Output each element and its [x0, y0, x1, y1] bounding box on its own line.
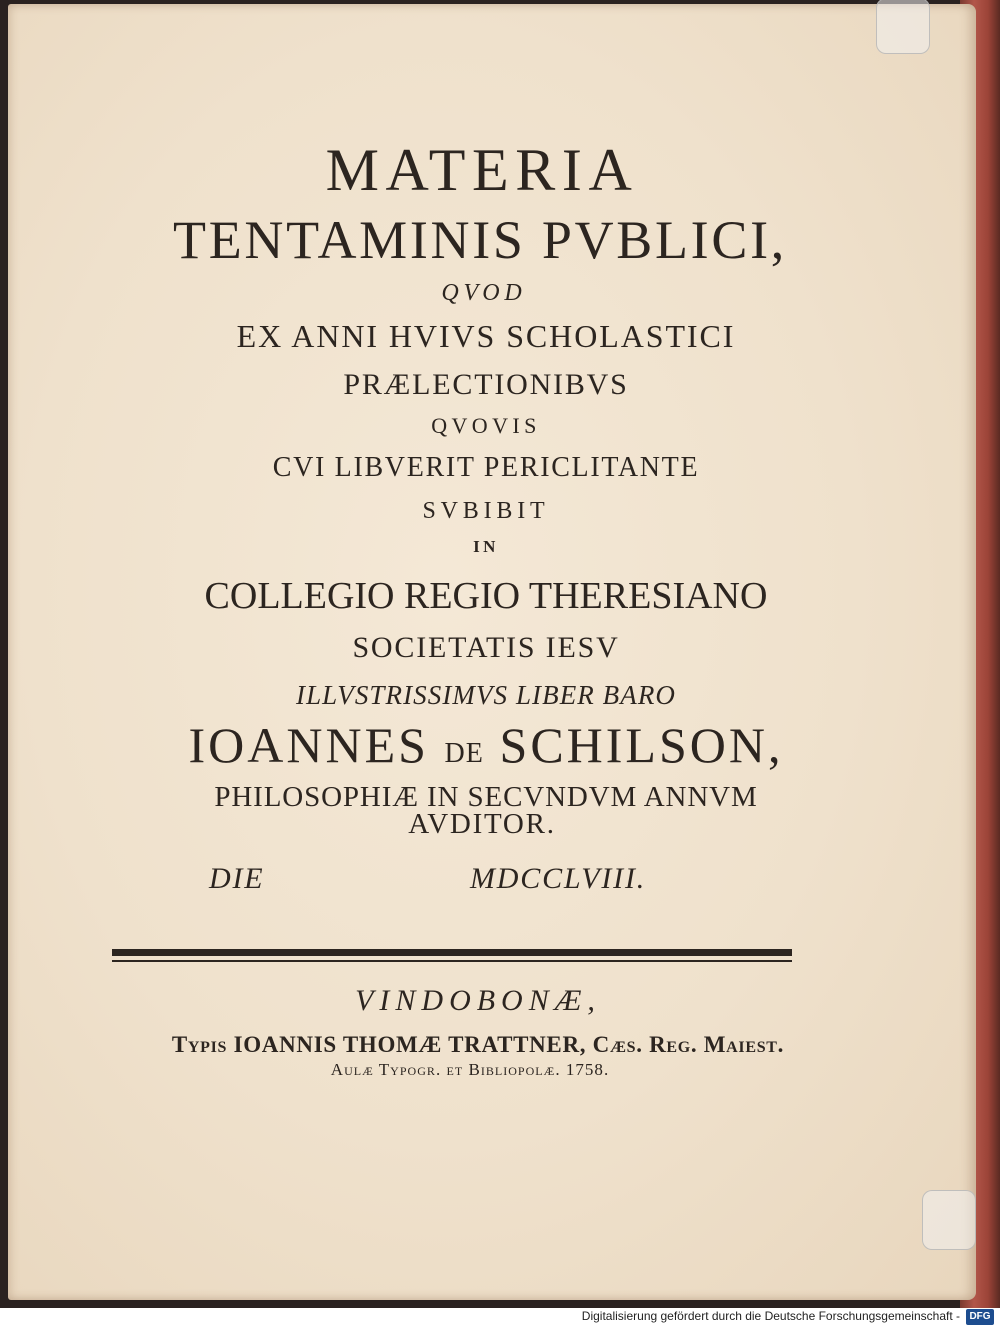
divider-rule-thick [112, 949, 792, 956]
digitization-credit: Digitalisierung gefördert durch die Deutsche Forschungsgemeinschaft - [581, 1309, 960, 1323]
author-particle: DE [444, 738, 485, 769]
qvod-line: QVOD [441, 280, 527, 306]
ex-anni-line: EX ANNI HVIVS SCHOLASTICI [236, 318, 736, 354]
title-line-1: MATERIA [325, 137, 639, 203]
author-last-name: SCHILSON, [499, 717, 784, 773]
author-first-name: IOANNES [188, 717, 429, 773]
page-tab-top [876, 0, 930, 54]
svbibit-line: SVBIBIT [422, 498, 550, 524]
divider-rule-thin [112, 960, 792, 962]
imprint-place: VINDOBONÆ, [355, 984, 601, 1017]
philosophiae-line: PHILOSOPHIÆ IN SECVNDVM ANNVM [214, 781, 758, 813]
collegio-line: COLLEGIO REGIO THERESIANO [204, 575, 768, 617]
illvstrissimvs-line: ILLVSTRISSIMVS LIBER BARO [296, 680, 676, 710]
societatis-line: SOCIETATIS IESV [352, 631, 620, 664]
auditor-line: AVDITOR. [408, 808, 556, 840]
title-line-2: TENTAMINIS PVBLICI, [173, 210, 787, 270]
imprint-printer-line2: Aulæ Typogr. et Bibliopolæ. 1758. [330, 1060, 610, 1079]
cvi-libverit-line: CVI LIBVERIT PERICLITANTE [272, 452, 700, 483]
qvovis-line: QVOVIS [431, 413, 541, 438]
in-line: IN [473, 537, 499, 556]
year-roman: MDCCLVIII. [470, 862, 647, 895]
praelectionibus-line: PRÆLECTIONIBVS [343, 368, 629, 401]
page-tab-bottom [922, 1190, 976, 1250]
title-page [8, 4, 976, 1300]
dfg-logo-icon: DFG [966, 1309, 994, 1325]
author-name-line [2, 716, 970, 774]
imprint-printer: Typis IOANNIS THOMÆ TRATTNER, Cæs. Reg. Maiest. [171, 1032, 785, 1057]
date-line [8, 862, 976, 902]
die-label: DIE [209, 862, 265, 895]
